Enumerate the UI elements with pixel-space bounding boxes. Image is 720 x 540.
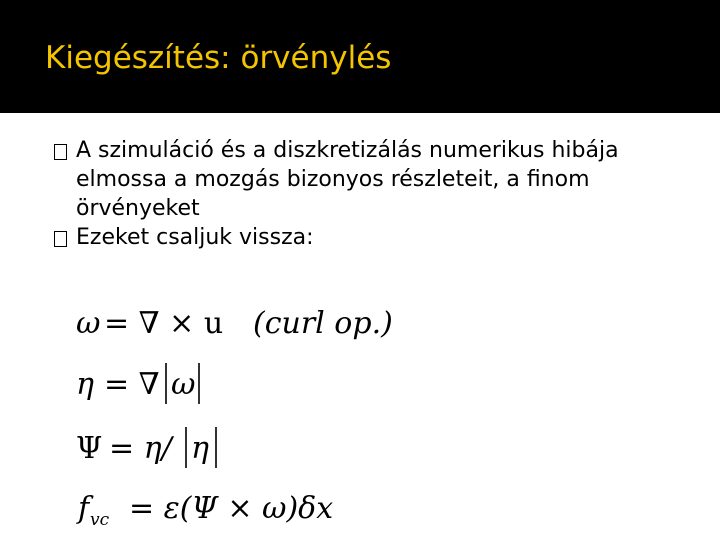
formula-vorticity-lhs: ω	[76, 306, 101, 341]
formula-eta-rhs: = ∇	[104, 367, 160, 402]
formula-force-rhs: = ε(Ψ × ω)δx	[129, 491, 334, 526]
formula-eta-lhs: η	[76, 367, 94, 402]
formula-psi-rhs: = η/	[109, 431, 172, 466]
slide-title: Kiegészítés: örvénylés	[45, 40, 392, 76]
formula-psi-abs: η	[191, 431, 209, 466]
bullet-text-1: A szimuláció és a diszkretizálás numerikus hibája elmossa a mozgás bizonyos részleteit, a finom örvényeket	[76, 138, 619, 221]
formula-vorticity	[76, 306, 393, 341]
formula-psi	[76, 427, 216, 468]
formula-eta-abs: ω	[171, 367, 196, 402]
formula-psi-lhs: Ψ	[76, 431, 103, 466]
formula-force-sub: vc	[90, 510, 110, 530]
formula-eta	[76, 363, 199, 404]
bullet-text-2: Ezeket csaljuk vissza:	[76, 225, 314, 250]
formula-vorticity-rhs: = ∇ × u	[104, 306, 224, 341]
formula-force	[76, 491, 333, 530]
formula-vorticity-note: (curl op.)	[253, 306, 393, 341]
formula-force-lhs: f	[78, 491, 90, 526]
